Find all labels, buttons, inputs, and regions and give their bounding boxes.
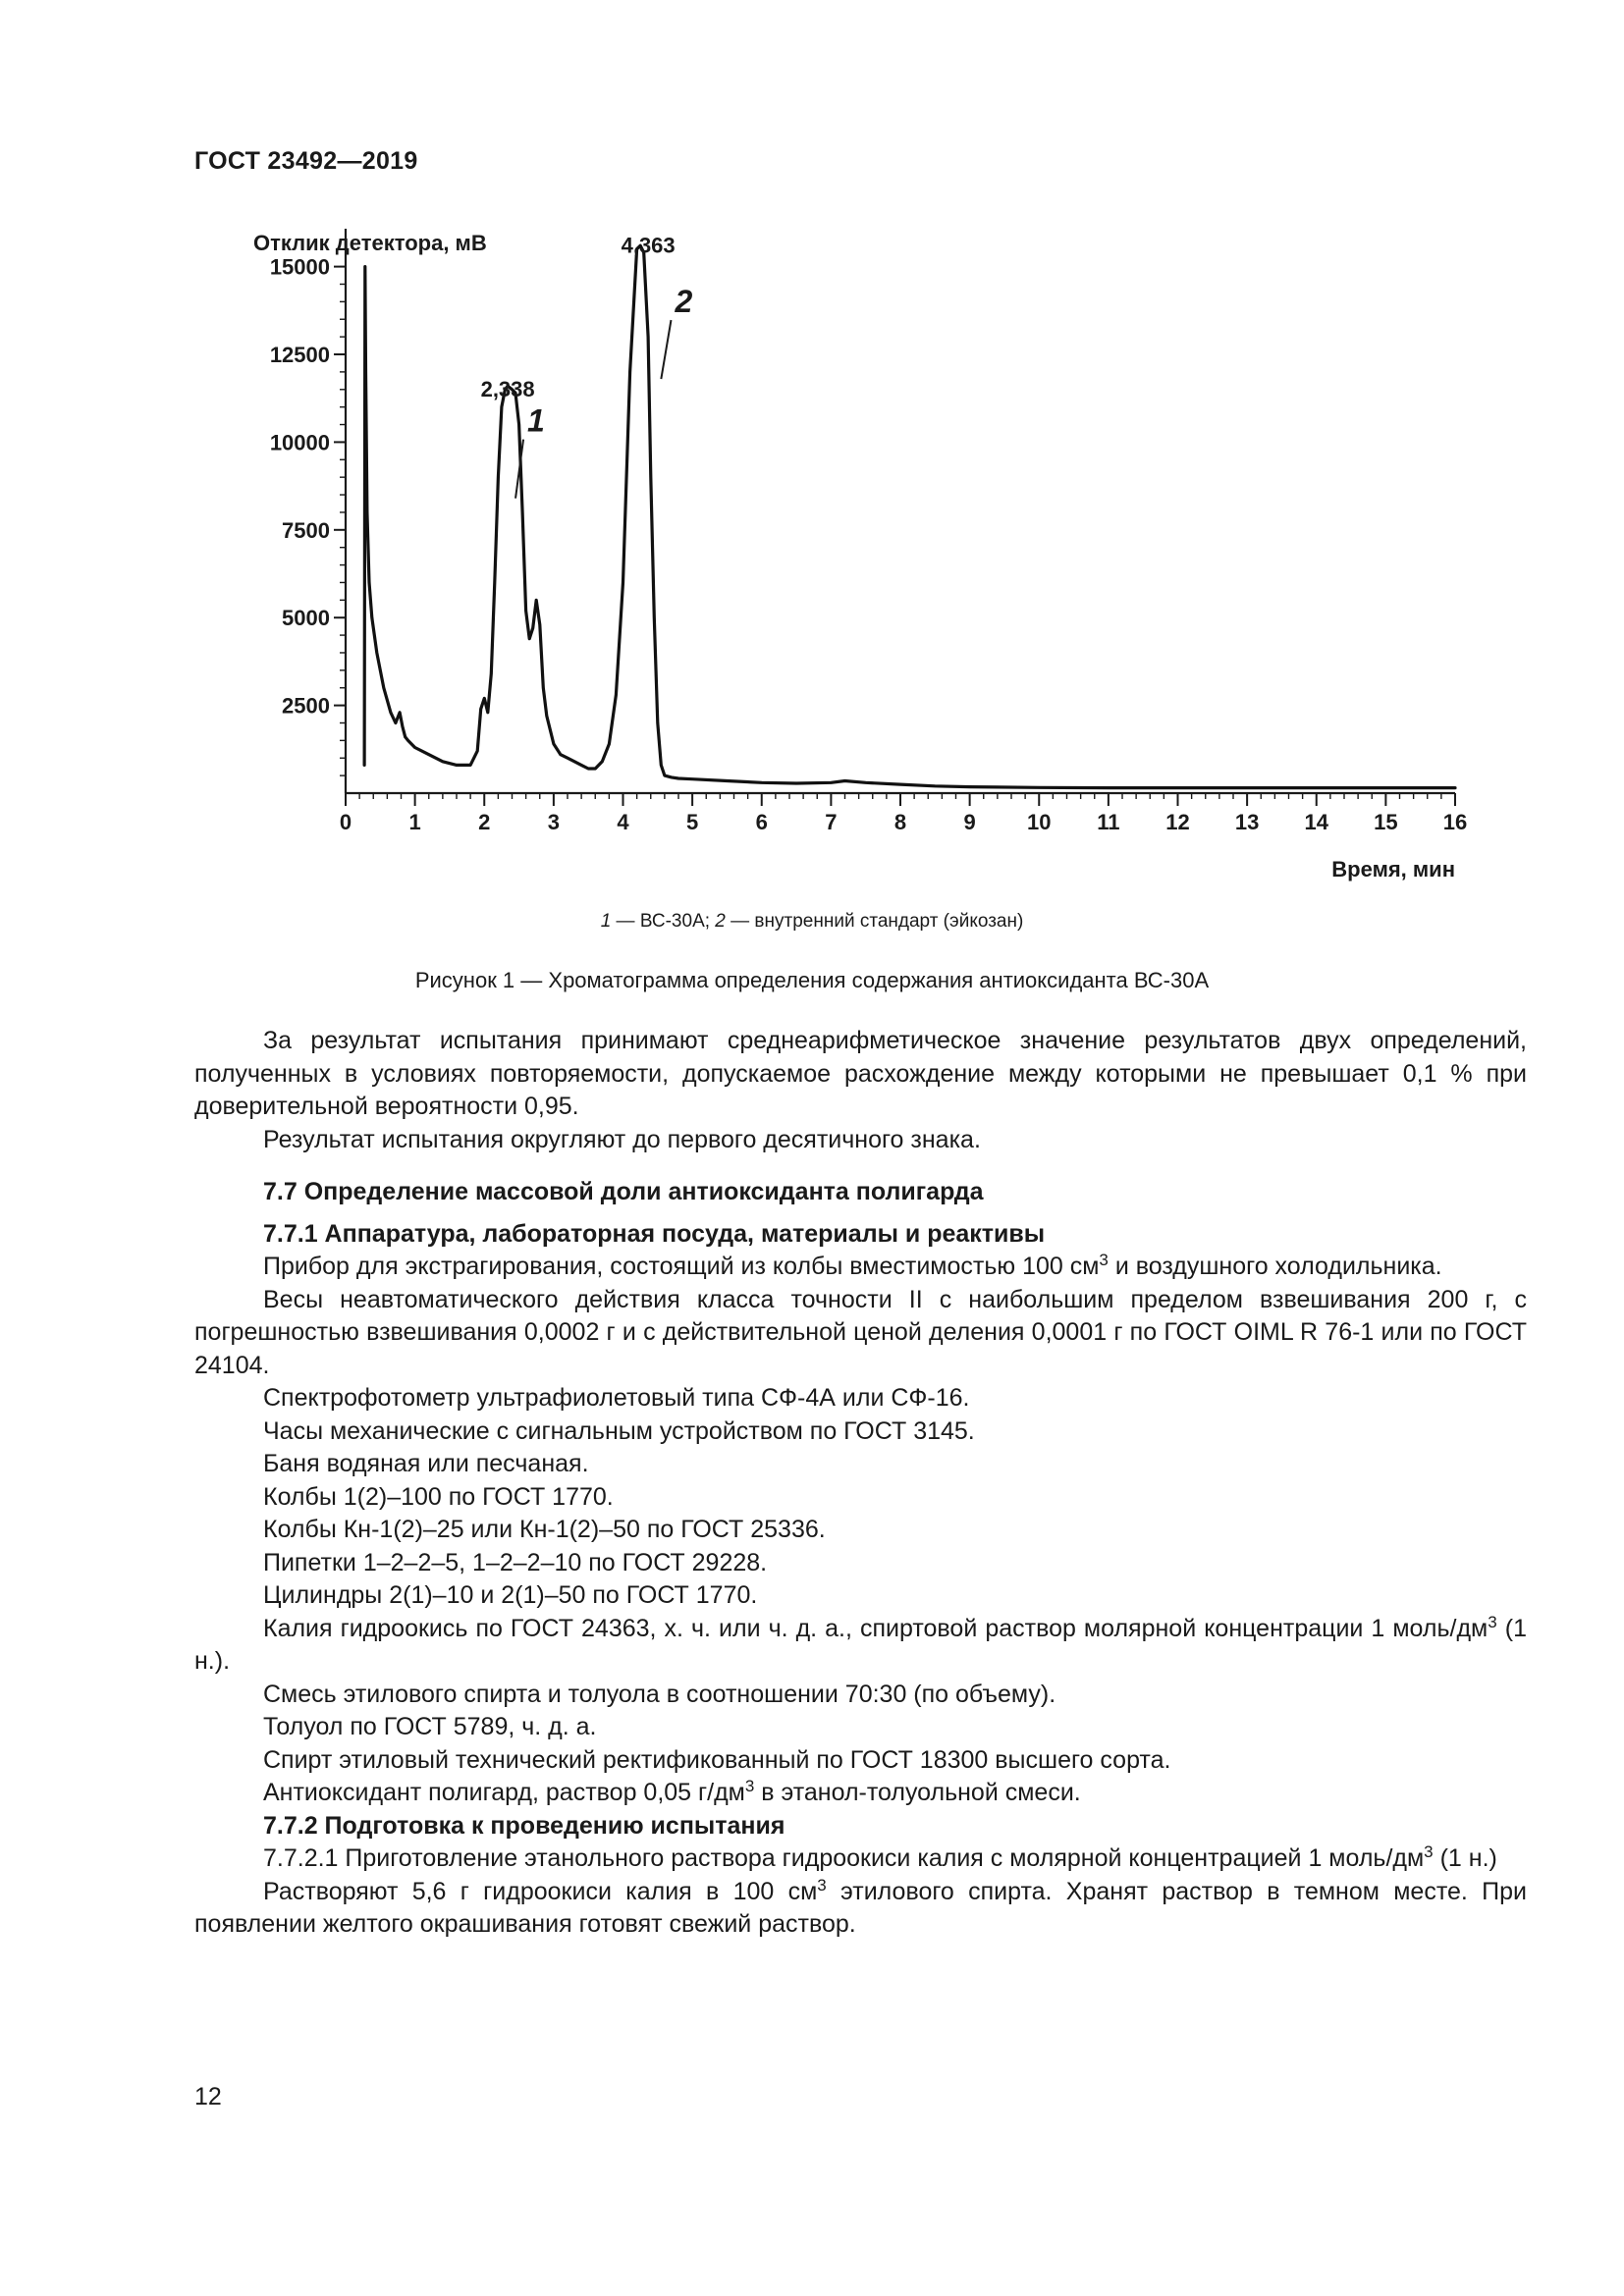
- legend-number-2: 2: [715, 911, 726, 932]
- x-tick-label: 9: [963, 810, 976, 834]
- paragraph: 7.7.2.1 Приготовление этанольного раствора гидроокиси калия с молярной концентрацией 1 моль/$дм^3$ (1 н.): [263, 1842, 1497, 1872]
- peak-label: 4,363: [621, 233, 676, 258]
- paragraph: Прибор для экстрагирования, состоящий из колбы вместимостью 100 $см^3$ и воздушного холодильника.: [263, 1251, 1442, 1280]
- chart-annotations: [481, 233, 693, 498]
- legend-number-1: 1: [600, 911, 612, 932]
- x-tick-label: 8: [893, 810, 907, 834]
- figure-caption: Рисунок 1 — Хроматограмма определения содержания антиоксиданта ВС-30А: [414, 968, 1210, 992]
- paragraph: За результат испытания принимают среднеарифметическое значение результатов двух определений, полученных в условиях повторяемости, допускаемое расхождение между которыми не превышает 0,1 % при доверительной вероятности 0,95.: [194, 1027, 1527, 1120]
- x-tick-label: 1: [408, 810, 421, 834]
- figure-legend: [0, 911, 1624, 933]
- curve-label: 1: [527, 402, 545, 439]
- x-tick-label: 2: [478, 810, 491, 834]
- x-tick-label: 0: [339, 810, 352, 834]
- paragraph: Цилиндры 2(1)–10 и 2(1)–50 по ГОСТ 1770.: [263, 1581, 758, 1609]
- x-tick-label: 3: [547, 810, 560, 834]
- curve-label: 2: [675, 284, 693, 320]
- section-heading-7-7-1: 7.7.1 Аппаратура, лабораторная посуда, материалы и реактивы: [263, 1219, 1046, 1248]
- section-heading-7-7-2: 7.7.2 Подготовка к проведению испытания: [263, 1811, 785, 1840]
- x-tick-label: 14: [1304, 810, 1328, 834]
- section-heading-7-7: 7.7 Определение массовой доли антиоксиданта полигарда: [263, 1178, 984, 1205]
- legend-text-1: — ВС-30А;: [611, 911, 716, 932]
- paragraph: Часы механические с сигнальным устройством по ГОСТ 3145.: [263, 1416, 975, 1445]
- chart-axes: [346, 229, 1455, 793]
- curve-label-leader: [661, 320, 671, 379]
- paragraph: Результат испытания округляют до первого десятичного знака.: [263, 1125, 981, 1153]
- x-tick-label: 15: [1374, 810, 1398, 834]
- y-tick-label: 12500: [269, 343, 330, 368]
- x-tick-label: 5: [686, 810, 699, 834]
- paragraph: Спирт этиловый технический ректификованный по ГОСТ 18300 высшего сорта.: [263, 1745, 1171, 1774]
- x-tick-label: 12: [1165, 810, 1190, 834]
- legend-text-2: — внутренний стандарт (эйкозан): [725, 911, 1024, 932]
- chart-ticks: [270, 249, 1467, 834]
- page-number: 12: [194, 2083, 222, 2110]
- x-tick-label: 16: [1442, 810, 1468, 834]
- paragraph: Колбы Кн-1(2)–25 или Кн-1(2)–50 по ГОСТ 25336.: [263, 1516, 826, 1543]
- body-text: [194, 1025, 1527, 1942]
- x-tick-label: 6: [755, 810, 768, 834]
- x-axis-label: Время, мин: [1331, 857, 1455, 881]
- paragraph: Калия гидроокись по ГОСТ 24363, х. ч. или ч. д. а., спиртовой раствор молярной концентрации 1 моль/$дм^3$ (1 н.).: [194, 1612, 1527, 1675]
- x-tick-label: 10: [1027, 810, 1052, 834]
- x-tick-label: 11: [1097, 810, 1120, 834]
- x-tick-label: 4: [617, 810, 629, 834]
- chromatogram-chart: [0, 0, 1624, 903]
- y-tick-label: 7500: [282, 517, 330, 543]
- chromatogram-line: [364, 245, 1455, 787]
- y-tick-label: 5000: [282, 606, 330, 631]
- x-tick-label: 13: [1234, 810, 1260, 834]
- peak-label: 2,338: [480, 376, 535, 401]
- paragraph: Толуол по ГОСТ 5789, ч. д. а.: [263, 1713, 597, 1740]
- paragraph: Пипетки 1–2–2–5, 1–2–2–10 по ГОСТ 29228.: [263, 1548, 768, 1576]
- y-tick-label: 10000: [269, 430, 330, 455]
- document-header: ГОСТ 23492—2019: [194, 147, 418, 175]
- y-tick-label: 15000: [269, 254, 330, 280]
- paragraph: Антиоксидант полигард, раствор 0,05 $г/дм^3$ в этанол-толуольной смеси.: [263, 1777, 1081, 1806]
- paragraph: Растворяют 5,6 г гидроокиси калия в 100 $см^3$ этилового спирта. Хранят раствор в темном месте. При появлении желтого окрашивания готовят свежий раствор.: [194, 1875, 1527, 1938]
- paragraph: Весы неавтоматического действия класса точности II с наибольшим пределом взвешивания 200 г, с погрешностью взвешивания 0,0002 г и с действительной ценой деления 0,0001 г по ГОСТ OIML R 76-1 или по ГОСТ 24104.: [194, 1285, 1527, 1379]
- y-axis-label: Отклик детектора, мВ: [253, 231, 487, 255]
- paragraph: Баня водяная или песчаная.: [263, 1450, 589, 1477]
- y-tick-label: 2500: [282, 693, 330, 719]
- paragraph: Смесь этилового спирта и толуола в соотношении 70:30 (по объему).: [263, 1680, 1056, 1708]
- paragraph: Колбы 1(2)–100 по ГОСТ 1770.: [263, 1482, 614, 1511]
- x-tick-label: 7: [825, 810, 838, 834]
- paragraph: Спектрофотометр ультрафиолетовый типа СФ-4А или СФ-16.: [263, 1384, 970, 1412]
